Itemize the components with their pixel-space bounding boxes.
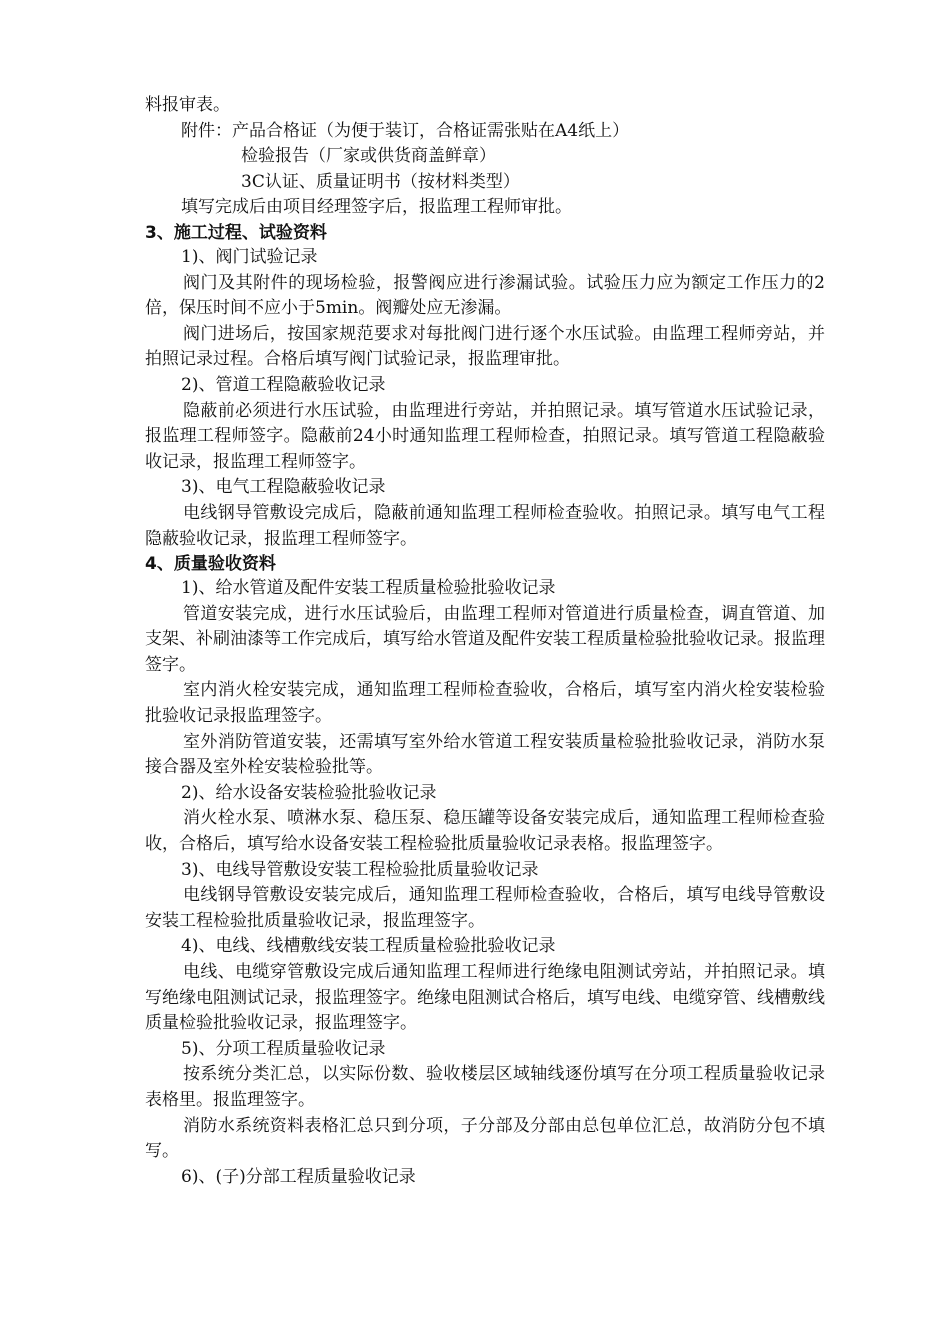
section-4-heading: 4、质量验收资料 [145,554,276,575]
attachments-line: 附件：产品合格证（为便于装订，合格证需张贴在A4纸上） [181,120,630,141]
attachment-2: 检验报告（厂家或供货商盖鲜章） [241,146,496,167]
item-title: 2)、管道工程隐蔽验收记录 [181,374,386,395]
paragraph: 阀门及其附件的现场检验，报警阀应进行渗漏试验。试验压力应为额定工作压力的2倍，保压时间不应小于5min。阀瓣处应无渗漏。 [145,272,825,319]
attachment-3: 3C认证、质量证明书（按材料类型） [241,171,520,192]
item-title: 5)、分项工程质量验收记录 [181,1038,386,1059]
item-title: 3)、电线导管敷设安装工程检验批质量验收记录 [181,859,539,880]
paragraph: 消火栓水泵、喷淋水泵、稳压泵、稳压罐等设备安装完成后，通知监理工程师检查验收，合格后，填写给水设备安装工程检验批质量验收记录表格。报监理签字。 [145,808,825,855]
submit-instruction: 填写完成后由项目经理签字后，报监理工程师审批。 [181,197,572,218]
paragraph: 室内消火栓安装完成，通知监理工程师检查验收，合格后，填写室内消火栓安装检验批验收记录报监理签字。 [145,680,825,727]
paragraph: 阀门进场后，按国家规范要求对每批阀门进行逐个水压试验。由监理工程师旁站，并拍照记录过程。合格后填写阀门试验记录，报监理审批。 [145,323,825,370]
item-title: 4)、电线、线槽敷线安装工程质量检验批验收记录 [181,936,556,957]
item-title: 6)、(子)分部工程质量验收记录 [181,1166,416,1187]
paragraph: 电线钢导管敷设安装完成后，通知监理工程师检查验收，合格后，填写电线导管敷设安装工程检验批质量验收记录，报监理签字。 [145,885,825,931]
paragraph: 室外消防管道安装，还需填写室外给水管道工程安装质量检验批验收记录，消防水泵接合器及室外栓安装检验批等。 [145,731,825,778]
item-title: 2)、给水设备安装检验批验收记录 [181,782,437,803]
document-page [145,93,825,1190]
paragraph: 隐蔽前必须进行水压试验，由监理进行旁站，并拍照记录。填写管道水压试验记录，报监理工程师签字。隐蔽前24小时通知监理工程师检查，拍照记录。填写管道工程隐蔽验收记录，报监理工程师签字。 [145,400,825,472]
paragraph: 按系统分类汇总，以实际份数、验收楼层区域轴线逐份填写在分项工程质量验收记录表格里。报监理签字。 [145,1064,825,1110]
item-title: 3)、电气工程隐蔽验收记录 [181,477,386,498]
paragraph: 管道安装完成，进行水压试验后，由监理工程师对管道进行质量检查，调直管道、加支架、补刷油漆等工作完成后，填写给水管道及配件安装工程质量检验批验收记录。报监理签字。 [145,603,825,675]
item-title: 1)、阀门试验记录 [181,246,318,267]
paragraph: 消防水系统资料表格汇总只到分项，子分部及分部由总包单位汇总，故消防分包不填写。 [145,1115,825,1162]
intro-tail: 料报审表。 [145,95,230,115]
paragraph: 电线、电缆穿管敷设完成后通知监理工程师进行绝缘电阻测试旁站，并拍照记录。填写绝缘电阻测试记录，报监理签字。绝缘电阻测试合格后，填写电线、电缆穿管、线槽敷线质量检验批验收记录，报监理签字。 [145,962,825,1034]
item-title: 1)、给水管道及配件安装工程质量检验批验收记录 [181,578,556,599]
paragraph: 电线钢导管敷设完成后，隐蔽前通知监理工程师检查验收。拍照记录。填写电气工程隐蔽验收记录，报监理工程师签字。 [145,502,825,549]
section-3-heading: 3、施工过程、试验资料 [145,222,327,243]
